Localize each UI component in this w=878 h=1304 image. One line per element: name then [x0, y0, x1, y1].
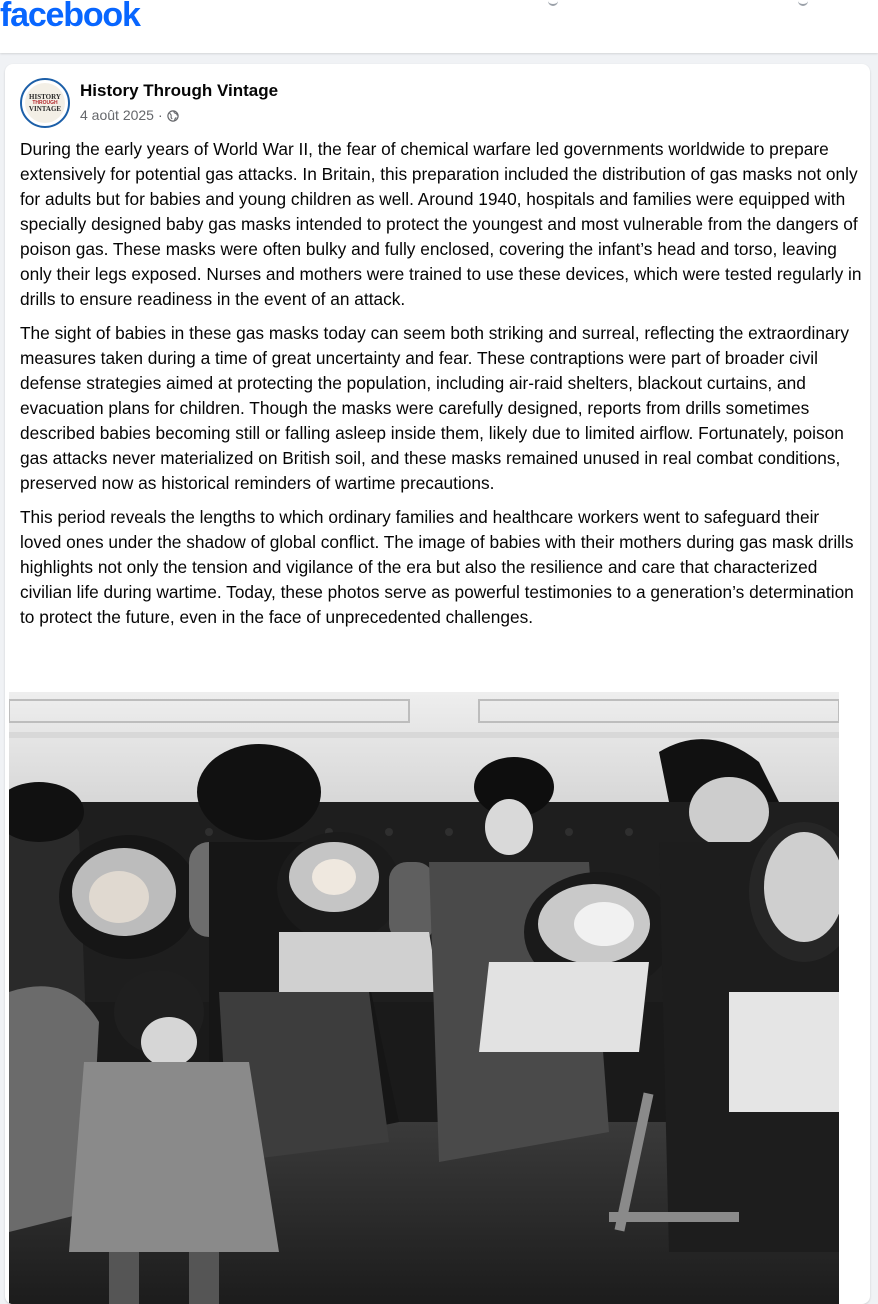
post-meta	[80, 107, 179, 123]
post-photo[interactable]	[9, 692, 839, 1304]
top-navigation-bar	[0, 0, 878, 53]
post-author-name[interactable]: History Through Vintage	[80, 81, 279, 100]
avatar-line: VINTAGE	[28, 104, 62, 113]
cut-off-icon	[798, 0, 808, 6]
post-body	[20, 137, 865, 639]
avatar-line: HISTORY	[29, 92, 61, 101]
post-date[interactable]: 4 août 2025	[80, 107, 154, 123]
cut-off-icon	[548, 0, 558, 6]
meta-separator: ·	[157, 107, 163, 123]
avatar-logo	[25, 83, 65, 123]
post-paragraph: During the early years of World War II, the fear of chemical warfare led governments worldwide to prepare extensively for potential gas attacks. In Britain, this preparation included the distribution of gas masks not only for adults but for babies and young children as well. Around 1940, hospitals and families were equipped with specially designed baby gas masks intended to protect the youngest and most vulnerable from the dangers of poison gas. These masks were often bulky and fully enclosed, covering the infant’s head and torso, leaving only their legs exposed. Nurses and mothers were trained to use these devices, which were tested regularly in drills to ensure readiness in the event of an attack.	[20, 139, 862, 309]
globe-icon	[167, 110, 179, 122]
avatar-line: THROUGH	[32, 99, 58, 106]
page-avatar[interactable]	[20, 78, 70, 128]
post-paragraph: The sight of babies in these gas masks today can seem both striking and surreal, reflecting the extraordinary measures taken during a time of great uncertainty and fear. These contraptions were part of broader civil defense strategies aimed at protecting the population, including air-raid shelters, blackout curtains, and evacuation plans for children. Though the masks were carefully designed, reports from drills sometimes described babies becoming still or falling asleep inside them, likely due to limited airflow. Fortunately, poison gas attacks never materialized on British soil, and these masks remained unused in real combat conditions, preserved now as historical reminders of wartime precautions.	[20, 323, 849, 493]
vintage-photo-illustration	[9, 692, 839, 1304]
post-paragraph: This period reveals the lengths to which ordinary families and healthcare workers went to safeguard their loved ones under the shadow of global conflict. The image of babies with their mothers during gas mask drills highlights not only the tension and vigilance of the era but also the resilience and care that characterized civilian life during wartime. Today, these photos serve as powerful testimonies to a generation’s determination to protect the future, even in the face of unprecedented challenges.	[20, 507, 854, 627]
post-card	[5, 64, 870, 1304]
facebook-logo[interactable]: facebook	[0, 0, 140, 34]
